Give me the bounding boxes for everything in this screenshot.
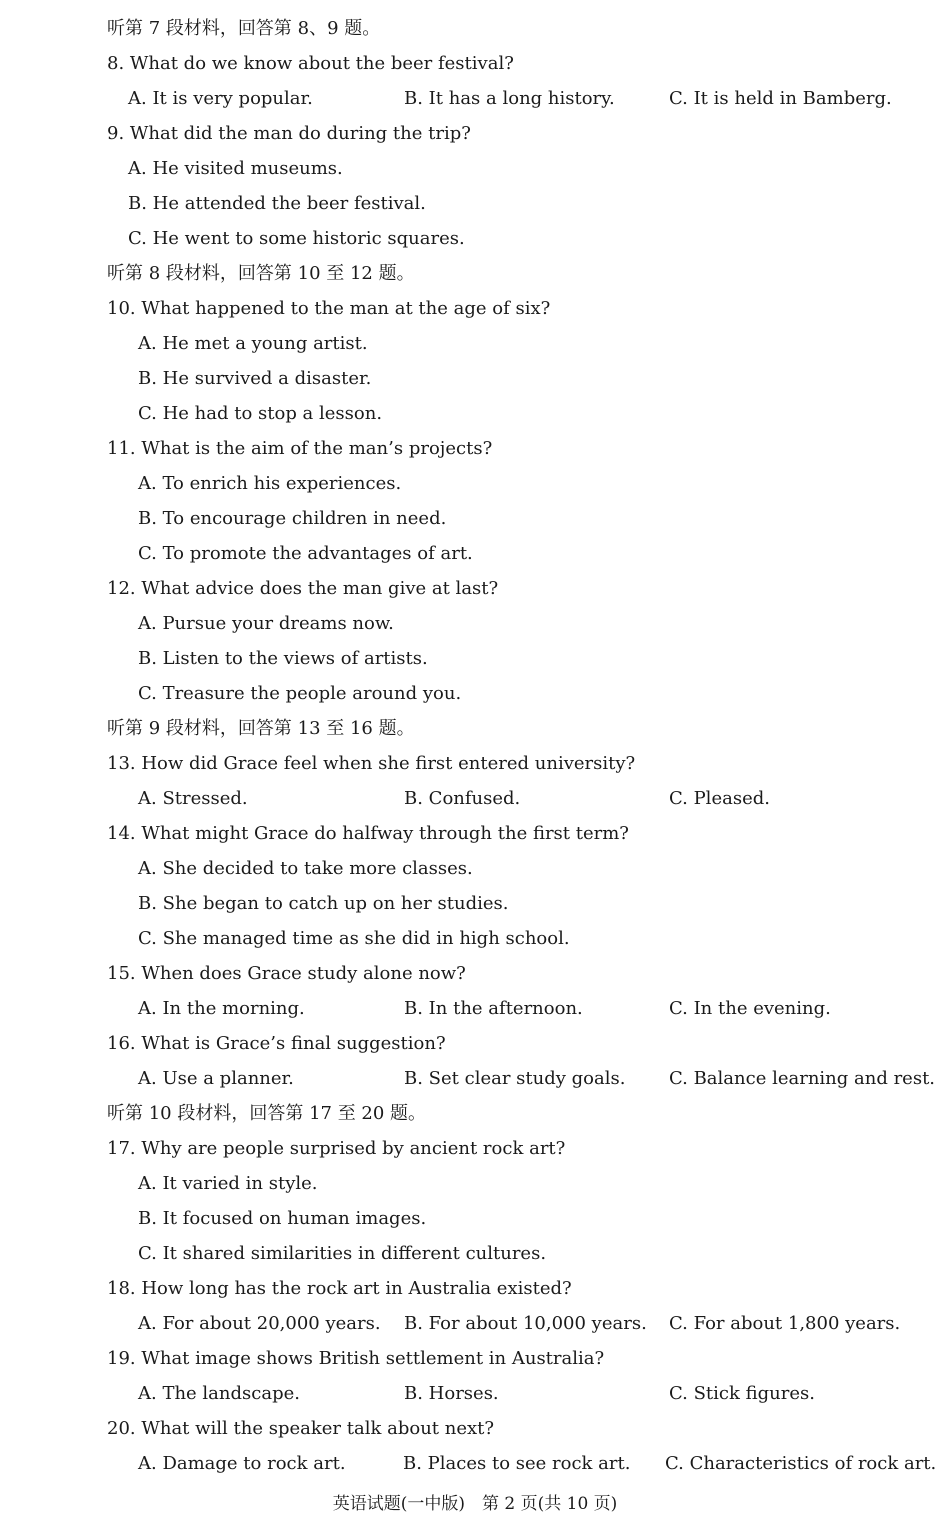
question-19-option-a: A. The landscape.: [138, 1383, 300, 1404]
question-14-option-b: B. She began to catch up on her studies.: [138, 893, 509, 914]
question-9-option-b: B. He attended the beer festival.: [128, 193, 426, 214]
section-header-7: 听第 7 段材料，回答第 8、9 题。: [107, 18, 381, 39]
question-19-option-c: C. Stick figures.: [669, 1383, 815, 1404]
question-13-stem: 13. How did Grace feel when she first entered university?: [107, 753, 636, 774]
question-17-option-a-row: [0, 1166, 950, 1201]
question-10-stem: 10. What happened to the man at the age of six?: [107, 298, 551, 319]
question-17-option-b-row: [0, 1201, 950, 1236]
question-18-options: [0, 1306, 950, 1341]
question-16-options: [0, 1061, 950, 1096]
question-18-option-b: B. For about 10,000 years.: [404, 1313, 647, 1334]
question-20-option-a: A. Damage to rock art.: [138, 1453, 346, 1474]
question-8-option-b: B. It has a long history.: [404, 88, 615, 109]
question-10-option-a: A. He met a young artist.: [138, 333, 368, 354]
question-20-options: [0, 1446, 950, 1481]
question-11-option-a-row: [0, 466, 950, 501]
question-11-stem: 11. What is the aim of the man’s projects?: [107, 438, 493, 459]
question-18-stem: 18. How long has the rock art in Australia existed?: [107, 1278, 572, 1299]
question-15-options: [0, 991, 950, 1026]
question-17-option-c-row: [0, 1236, 950, 1271]
question-11-option-b-row: [0, 501, 950, 536]
question-12-option-c: C. Treasure the people around you.: [138, 683, 462, 704]
question-10-option-b-row: [0, 361, 950, 396]
question-17-stem: 17. Why are people surprised by ancient rock art?: [107, 1138, 566, 1159]
page-footer: 英语试题(一中版) 第 2 页(共 10 页): [332, 1494, 618, 1514]
question-10-option-c: C. He had to stop a lesson.: [138, 403, 383, 424]
section-header-10: 听第 10 段材料，回答第 17 至 20 题。: [107, 1103, 427, 1124]
question-16-option-c: C. Balance learning and rest.: [669, 1068, 936, 1089]
question-15-option-b: B. In the afternoon.: [404, 998, 583, 1019]
question-13-option-a: A. Stressed.: [138, 788, 248, 809]
question-9-option-a: A. He visited museums.: [128, 158, 343, 179]
question-8-stem: 8. What do we know about the beer festival?: [107, 53, 514, 74]
question-10-option-b: B. He survived a disaster.: [138, 368, 372, 389]
question-9-option-a-row: [0, 151, 950, 186]
section-header-9: 听第 9 段材料，回答第 13 至 16 题。: [107, 718, 415, 739]
question-14-option-b-row: [0, 886, 950, 921]
question-16-option-a: A. Use a planner.: [138, 1068, 294, 1089]
question-11-option-b: B. To encourage children in need.: [138, 508, 447, 529]
question-20-stem: 20. What will the speaker talk about next?: [107, 1418, 495, 1439]
question-14-option-a: A. She decided to take more classes.: [138, 858, 473, 879]
question-11-option-c: C. To promote the advantages of art.: [138, 543, 473, 564]
question-11-option-c-row: [0, 536, 950, 571]
question-15-option-c: C. In the evening.: [669, 998, 831, 1019]
question-9-option-b-row: [0, 186, 950, 221]
question-13-option-b: B. Confused.: [404, 788, 521, 809]
question-17-option-b: B. It focused on human images.: [138, 1208, 427, 1229]
question-9-option-c-row: [0, 221, 950, 256]
question-12-option-b: B. Listen to the views of artists.: [138, 648, 428, 669]
question-12-stem: 12. What advice does the man give at last?: [107, 578, 499, 599]
question-18-option-a: A. For about 20,000 years.: [138, 1313, 381, 1334]
question-14-stem: 14. What might Grace do halfway through the first term?: [107, 823, 629, 844]
question-8-option-c: C. It is held in Bamberg.: [669, 88, 892, 109]
question-18-option-c: C. For about 1,800 years.: [669, 1313, 901, 1334]
question-19-stem: 19. What image shows British settlement in Australia?: [107, 1348, 605, 1369]
question-12-option-a: A. Pursue your dreams now.: [138, 613, 394, 634]
question-10-option-c-row: [0, 396, 950, 431]
question-20-option-b: B. Places to see rock art.: [403, 1453, 631, 1474]
question-11-option-a: A. To enrich his experiences.: [138, 473, 402, 494]
question-20-option-c: C. Characteristics of rock art.: [665, 1453, 937, 1474]
section-header-8: 听第 8 段材料，回答第 10 至 12 题。: [107, 263, 415, 284]
question-10-option-a-row: [0, 326, 950, 361]
question-17-option-a: A. It varied in style.: [138, 1173, 318, 1194]
question-9-option-c: C. He went to some historic squares.: [128, 228, 465, 249]
question-14-option-c: C. She managed time as she did in high school.: [138, 928, 570, 949]
question-16-option-b: B. Set clear study goals.: [404, 1068, 626, 1089]
question-12-option-a-row: [0, 606, 950, 641]
question-15-option-a: A. In the morning.: [138, 998, 305, 1019]
question-12-option-c-row: [0, 676, 950, 711]
question-19-options: [0, 1376, 950, 1411]
question-15-stem: 15. When does Grace study alone now?: [107, 963, 466, 984]
question-12-option-b-row: [0, 641, 950, 676]
question-14-option-c-row: [0, 921, 950, 956]
question-16-stem: 16. What is Grace’s final suggestion?: [107, 1033, 446, 1054]
question-17-option-c: C. It shared similarities in different cultures.: [138, 1243, 547, 1264]
question-13-option-c: C. Pleased.: [669, 788, 770, 809]
question-8-option-a: A. It is very popular.: [128, 88, 313, 109]
question-14-option-a-row: [0, 851, 950, 886]
question-19-option-b: B. Horses.: [404, 1383, 499, 1404]
question-13-options: [0, 781, 950, 816]
question-8-options: [0, 81, 950, 116]
question-9-stem: 9. What did the man do during the trip?: [107, 123, 471, 144]
